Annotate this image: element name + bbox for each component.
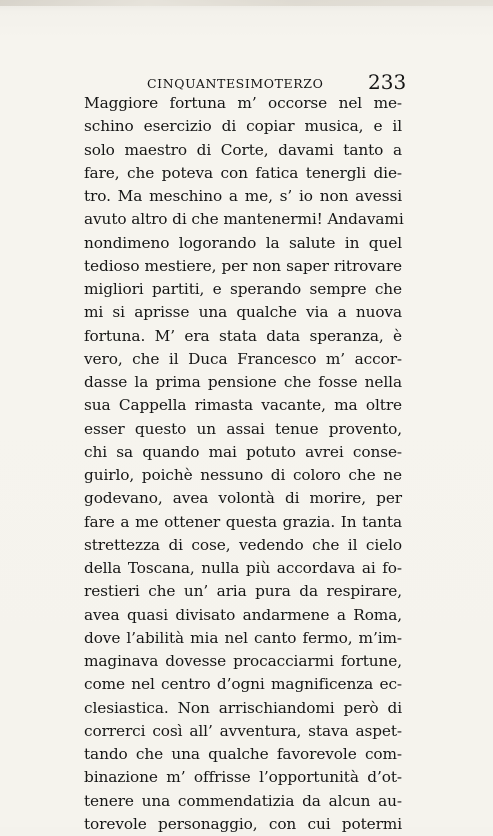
text-line: clesiastica. Non arrischiandomi però di [84, 698, 402, 717]
text-line: avea quasi divisato andarmene a Roma, [84, 605, 402, 624]
text-line: Maggiore fortuna m’ occorse nel me- [84, 94, 402, 112]
text-line: migliori partiti, e sperando sempre che [84, 280, 402, 298]
text-line: chi sa quando mai potuto avrei conse- [84, 442, 402, 461]
text-line: guirlo, poichè nessuno di coloro che ne [84, 466, 402, 484]
text-line: schino esercizio di copiar musica, e il [84, 117, 402, 136]
text-line: avuto altro di che mantenermi! Andavami [84, 210, 404, 229]
text-line: dove l’abilità mia nel canto fermo, m’im- [84, 628, 402, 647]
text-line: restieri che un’ aria pura da respirare, [84, 582, 402, 601]
text-line: tedioso mestiere, per non saper ritrovare [84, 256, 402, 275]
text-line: tenere una commendatizia da alcun au- [84, 791, 402, 810]
text-line: mi si aprisse una qualche via a nuova [84, 303, 402, 322]
text-line: tando che una qualche favorevole com- [84, 745, 402, 763]
text-line: dasse la prima pensione che fosse nella [84, 373, 402, 391]
running-title: CINQUANTESIMOTERZO [147, 76, 324, 91]
text-line: fortuna. M’ era stata data speranza, è [84, 326, 402, 345]
text-line: strettezza di cose, vedendo che il cielo [84, 535, 402, 554]
text-line: torevole personaggio, con cui potermi [84, 814, 402, 833]
body-text [84, 92, 402, 836]
text-line: correrci così all’ avventura, stava aspet- [84, 721, 402, 740]
text-line: nondimeno logorando la salute in quel [84, 233, 402, 252]
page-top-edge [0, 0, 493, 6]
text-line: solo maestro di Corte, davami tanto a [84, 140, 402, 159]
page-number: 233 [368, 70, 407, 94]
text-line: fare, che poteva con fatica tenergli die- [84, 163, 402, 182]
text-line: tro. Ma meschino a me, s’ io non avessi [84, 187, 402, 205]
text-line: sua Cappella rimasta vacante, ma oltre [84, 396, 402, 415]
text-line: come nel centro d’ogni magnificenza ec- [84, 675, 402, 694]
text-line: binazione m’ offrisse l’opportunità d’ot- [84, 768, 402, 787]
text-line: fare a me ottener questa grazia. In tanta [84, 512, 402, 531]
text-line: vero, che il Duca Francesco m’ accor- [84, 349, 402, 368]
text-line: maginava dovesse procacciarmi fortune, [84, 652, 402, 670]
text-line: godevano, avea volontà di morire, per [84, 489, 402, 508]
text-line: esser questo un assai tenue provento, [84, 419, 402, 438]
text-line: della Toscana, nulla più accordava ai fo- [84, 559, 402, 577]
